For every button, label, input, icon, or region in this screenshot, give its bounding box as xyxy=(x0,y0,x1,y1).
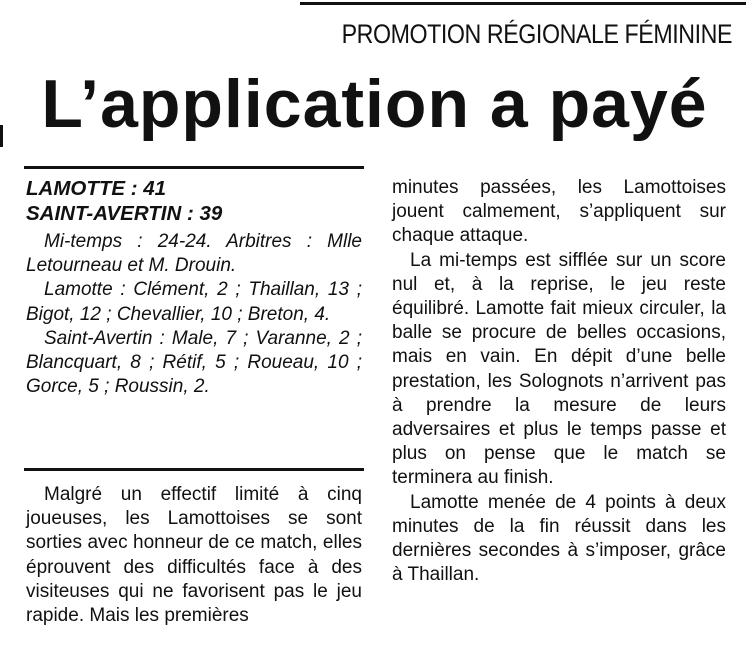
score-box-bottom-rule xyxy=(24,468,364,471)
article-paragraph-3: Lamotte menée de 4 points à deux minutes de la fin réussit dans les dernières secondes à s’imposer, grâce à Thaillan. xyxy=(392,491,726,586)
section-rubric xyxy=(300,2,746,56)
details-halftime-referees: Mi-temps : 24-24. Arbitres : Mlle Letourneau et M. Drouin. xyxy=(26,231,362,277)
article-column-left xyxy=(26,483,362,628)
article-paragraph-2: La mi-temps est sifflée sur un score nul et, à la reprise, le jeu reste équilibré. Lamotte fait mieux circuler, la balle se procure de belles occasions, mais en vain. En dépit d’une belle prestation, les Solognots n’arrivent pas à prendre la mesure de leurs adversaires et plus le temps passe et plus on pense que le match se terminera au finish. xyxy=(392,249,726,489)
score-home: LAMOTTE : 41 xyxy=(26,177,167,200)
article-paragraph-1: Malgré un effectif limité à cinq joueuses, les Lamottoises se sont sorties avec honneur de ce match, elles éprouvent des difficultés face à des visiteuses qui ne favorisent pas le jeu rapide. Mais les premières xyxy=(26,484,362,627)
score-away: SAINT-AVERTIN : 39 xyxy=(26,202,223,225)
match-details xyxy=(26,230,362,399)
article-column-right xyxy=(392,176,726,587)
details-lamotte-scorers: Lamotte : Clément, 2 ; Thaillan, 13 ; Bigot, 12 ; Chevallier, 10 ; Breton, 4. xyxy=(26,279,362,325)
score-box-top-rule xyxy=(24,166,364,169)
article-headline: L’application a payé xyxy=(41,66,708,142)
details-saint-avertin-scorers: Saint-Avertin : Male, 7 ; Varanne, 2 ; Blancquart, 8 ; Rétif, 5 ; Roueau, 10 ; Gorce, 5 ; Roussin, 2. xyxy=(26,327,362,398)
rubric-label: PROMOTION RÉGIONALE FÉMININE xyxy=(341,19,732,49)
score-box xyxy=(26,176,362,399)
article-paragraph-1-continued: minutes passées, les Lamottoises jouent calmement, s’appliquent sur chaque attaque. xyxy=(392,177,726,247)
